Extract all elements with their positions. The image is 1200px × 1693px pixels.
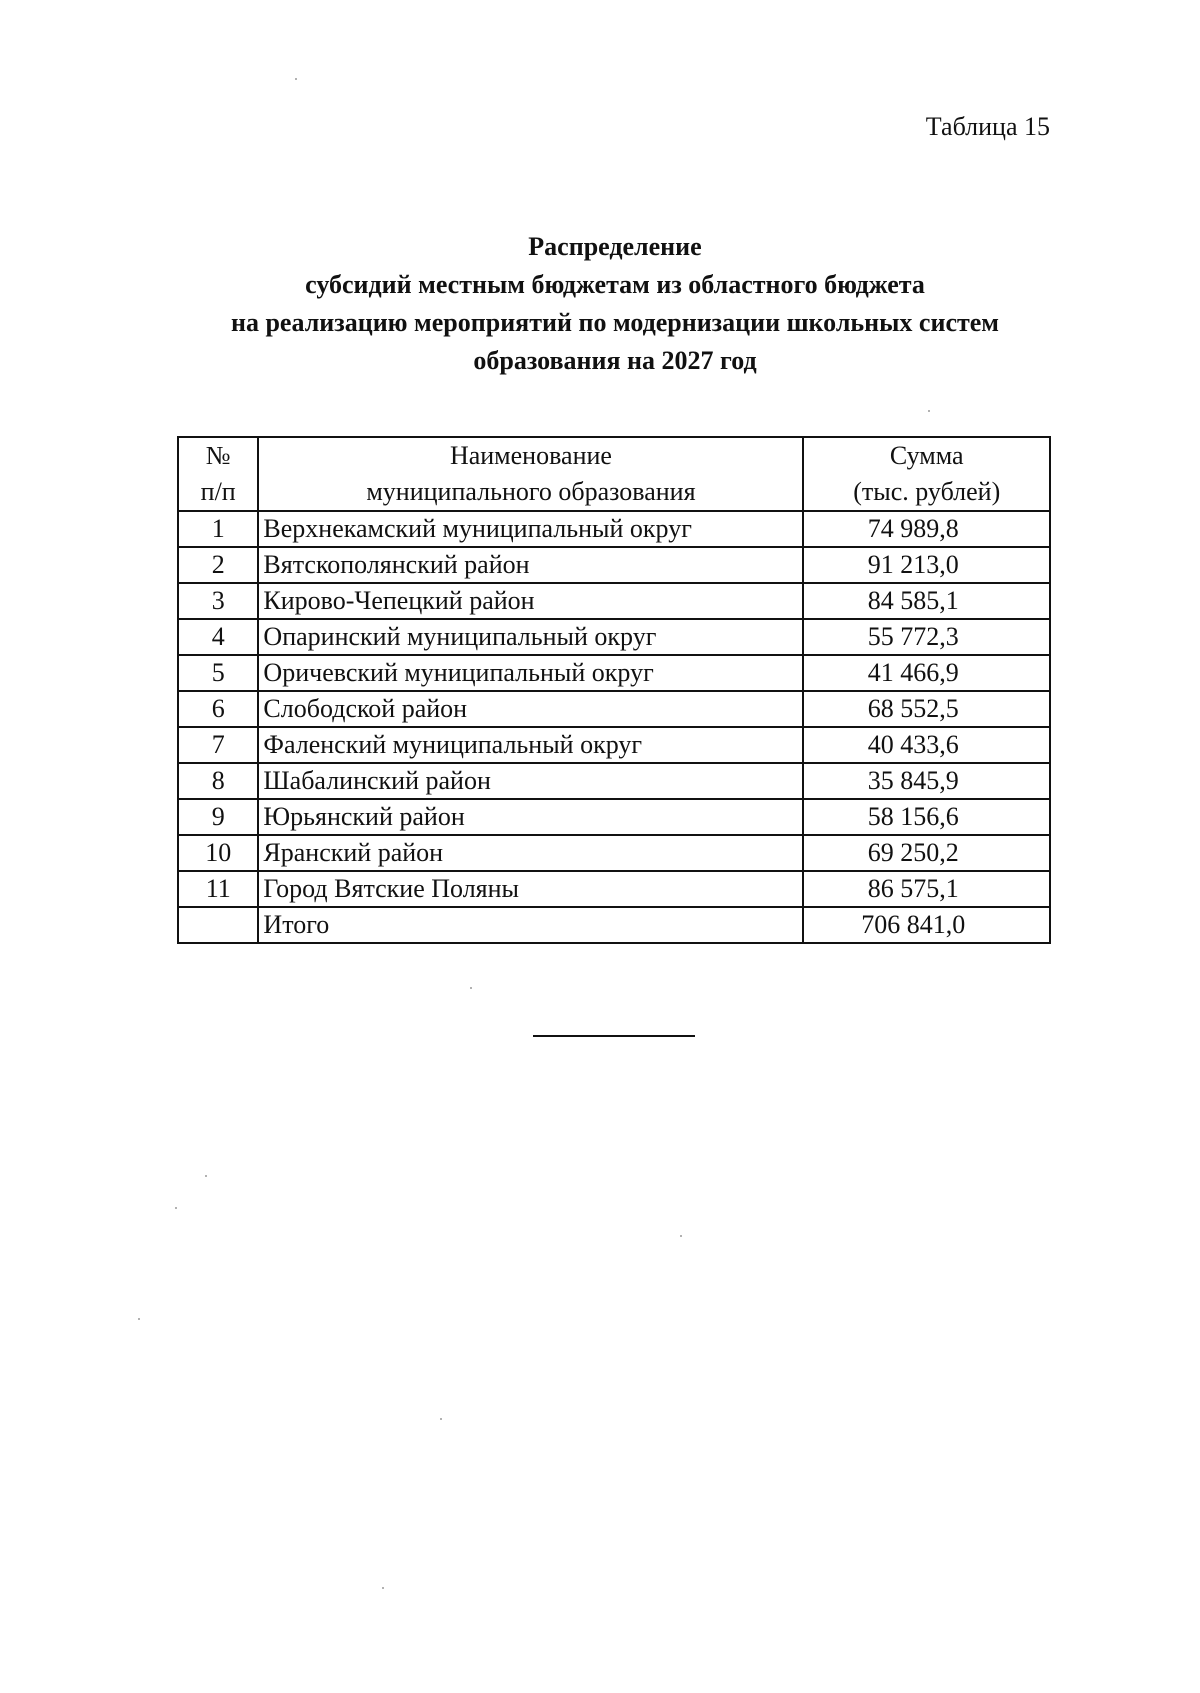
table-row (178, 727, 1050, 763)
table-header-row (178, 437, 1050, 511)
table-row (178, 763, 1050, 799)
scan-speck (680, 1235, 682, 1237)
subsidy-table (177, 436, 1051, 944)
scan-speck (205, 1175, 207, 1177)
row-number: 3 (178, 583, 258, 619)
scan-speck (382, 1587, 384, 1589)
total-sum: 706 841,0 (803, 907, 1050, 943)
header-name-line: муниципального образования (366, 477, 696, 506)
table-row (178, 835, 1050, 871)
end-of-document-rule (533, 1035, 695, 1037)
row-number: 10 (178, 835, 258, 871)
row-sum: 68 552,5 (803, 691, 1050, 727)
table-total-row (178, 907, 1050, 943)
row-municipality: Опаринский муниципальный округ (258, 619, 803, 655)
row-sum: 69 250,2 (803, 835, 1050, 871)
header-name (258, 437, 803, 511)
title-line: субсидий местным бюджетам из областного бюджета (305, 270, 925, 299)
row-municipality: Город Вятские Поляны (258, 871, 803, 907)
header-number (178, 437, 258, 511)
table-row (178, 799, 1050, 835)
row-sum: 74 989,8 (803, 511, 1050, 547)
scan-speck (440, 1418, 442, 1420)
row-municipality: Шабалинский район (258, 763, 803, 799)
table-row (178, 655, 1050, 691)
scan-speck (175, 1207, 177, 1209)
table-number-label: Таблица 15 (925, 112, 1050, 141)
row-sum: 55 772,3 (803, 619, 1050, 655)
row-number: 4 (178, 619, 258, 655)
row-municipality: Кирово-Чепецкий район (258, 583, 803, 619)
header-sum (803, 437, 1050, 511)
row-number: 8 (178, 763, 258, 799)
table-row (178, 871, 1050, 907)
scan-speck (470, 987, 472, 989)
table-row (178, 691, 1050, 727)
total-label: Итого (258, 907, 803, 943)
document-title (0, 228, 1200, 380)
row-sum: 35 845,9 (803, 763, 1050, 799)
header-number-line: п/п (200, 477, 236, 506)
title-line: образования на 2027 год (473, 346, 757, 375)
row-number: 9 (178, 799, 258, 835)
row-sum: 41 466,9 (803, 655, 1050, 691)
scan-speck (928, 410, 930, 412)
row-number: 7 (178, 727, 258, 763)
row-sum: 58 156,6 (803, 799, 1050, 835)
header-sum-line: Сумма (889, 441, 964, 470)
row-municipality: Верхнекамский муниципальный округ (258, 511, 803, 547)
row-number: 5 (178, 655, 258, 691)
scan-speck (138, 1318, 140, 1320)
header-number-line: № (205, 441, 231, 470)
header-sum-line: (тыс. рублей) (853, 477, 1001, 506)
row-municipality: Слободской район (258, 691, 803, 727)
table-body (178, 511, 1050, 943)
header-name-line: Наименование (449, 441, 612, 470)
row-municipality: Фаленский муниципальный округ (258, 727, 803, 763)
row-sum: 40 433,6 (803, 727, 1050, 763)
table-row (178, 619, 1050, 655)
row-number: 2 (178, 547, 258, 583)
table-row (178, 583, 1050, 619)
scan-speck (295, 78, 297, 80)
row-sum: 84 585,1 (803, 583, 1050, 619)
title-line: Распределение (528, 232, 702, 261)
row-municipality: Вятскополянский район (258, 547, 803, 583)
row-municipality: Юрьянский район (258, 799, 803, 835)
row-number: 11 (178, 871, 258, 907)
table-row (178, 547, 1050, 583)
row-municipality: Яранский район (258, 835, 803, 871)
table-row (178, 511, 1050, 547)
row-municipality: Оричевский муниципальный округ (258, 655, 803, 691)
row-sum: 86 575,1 (803, 871, 1050, 907)
row-number: 6 (178, 691, 258, 727)
row-number: 1 (178, 511, 258, 547)
title-line: на реализацию мероприятий по модернизации школьных систем (230, 308, 1000, 337)
total-number (178, 907, 258, 943)
row-sum: 91 213,0 (803, 547, 1050, 583)
